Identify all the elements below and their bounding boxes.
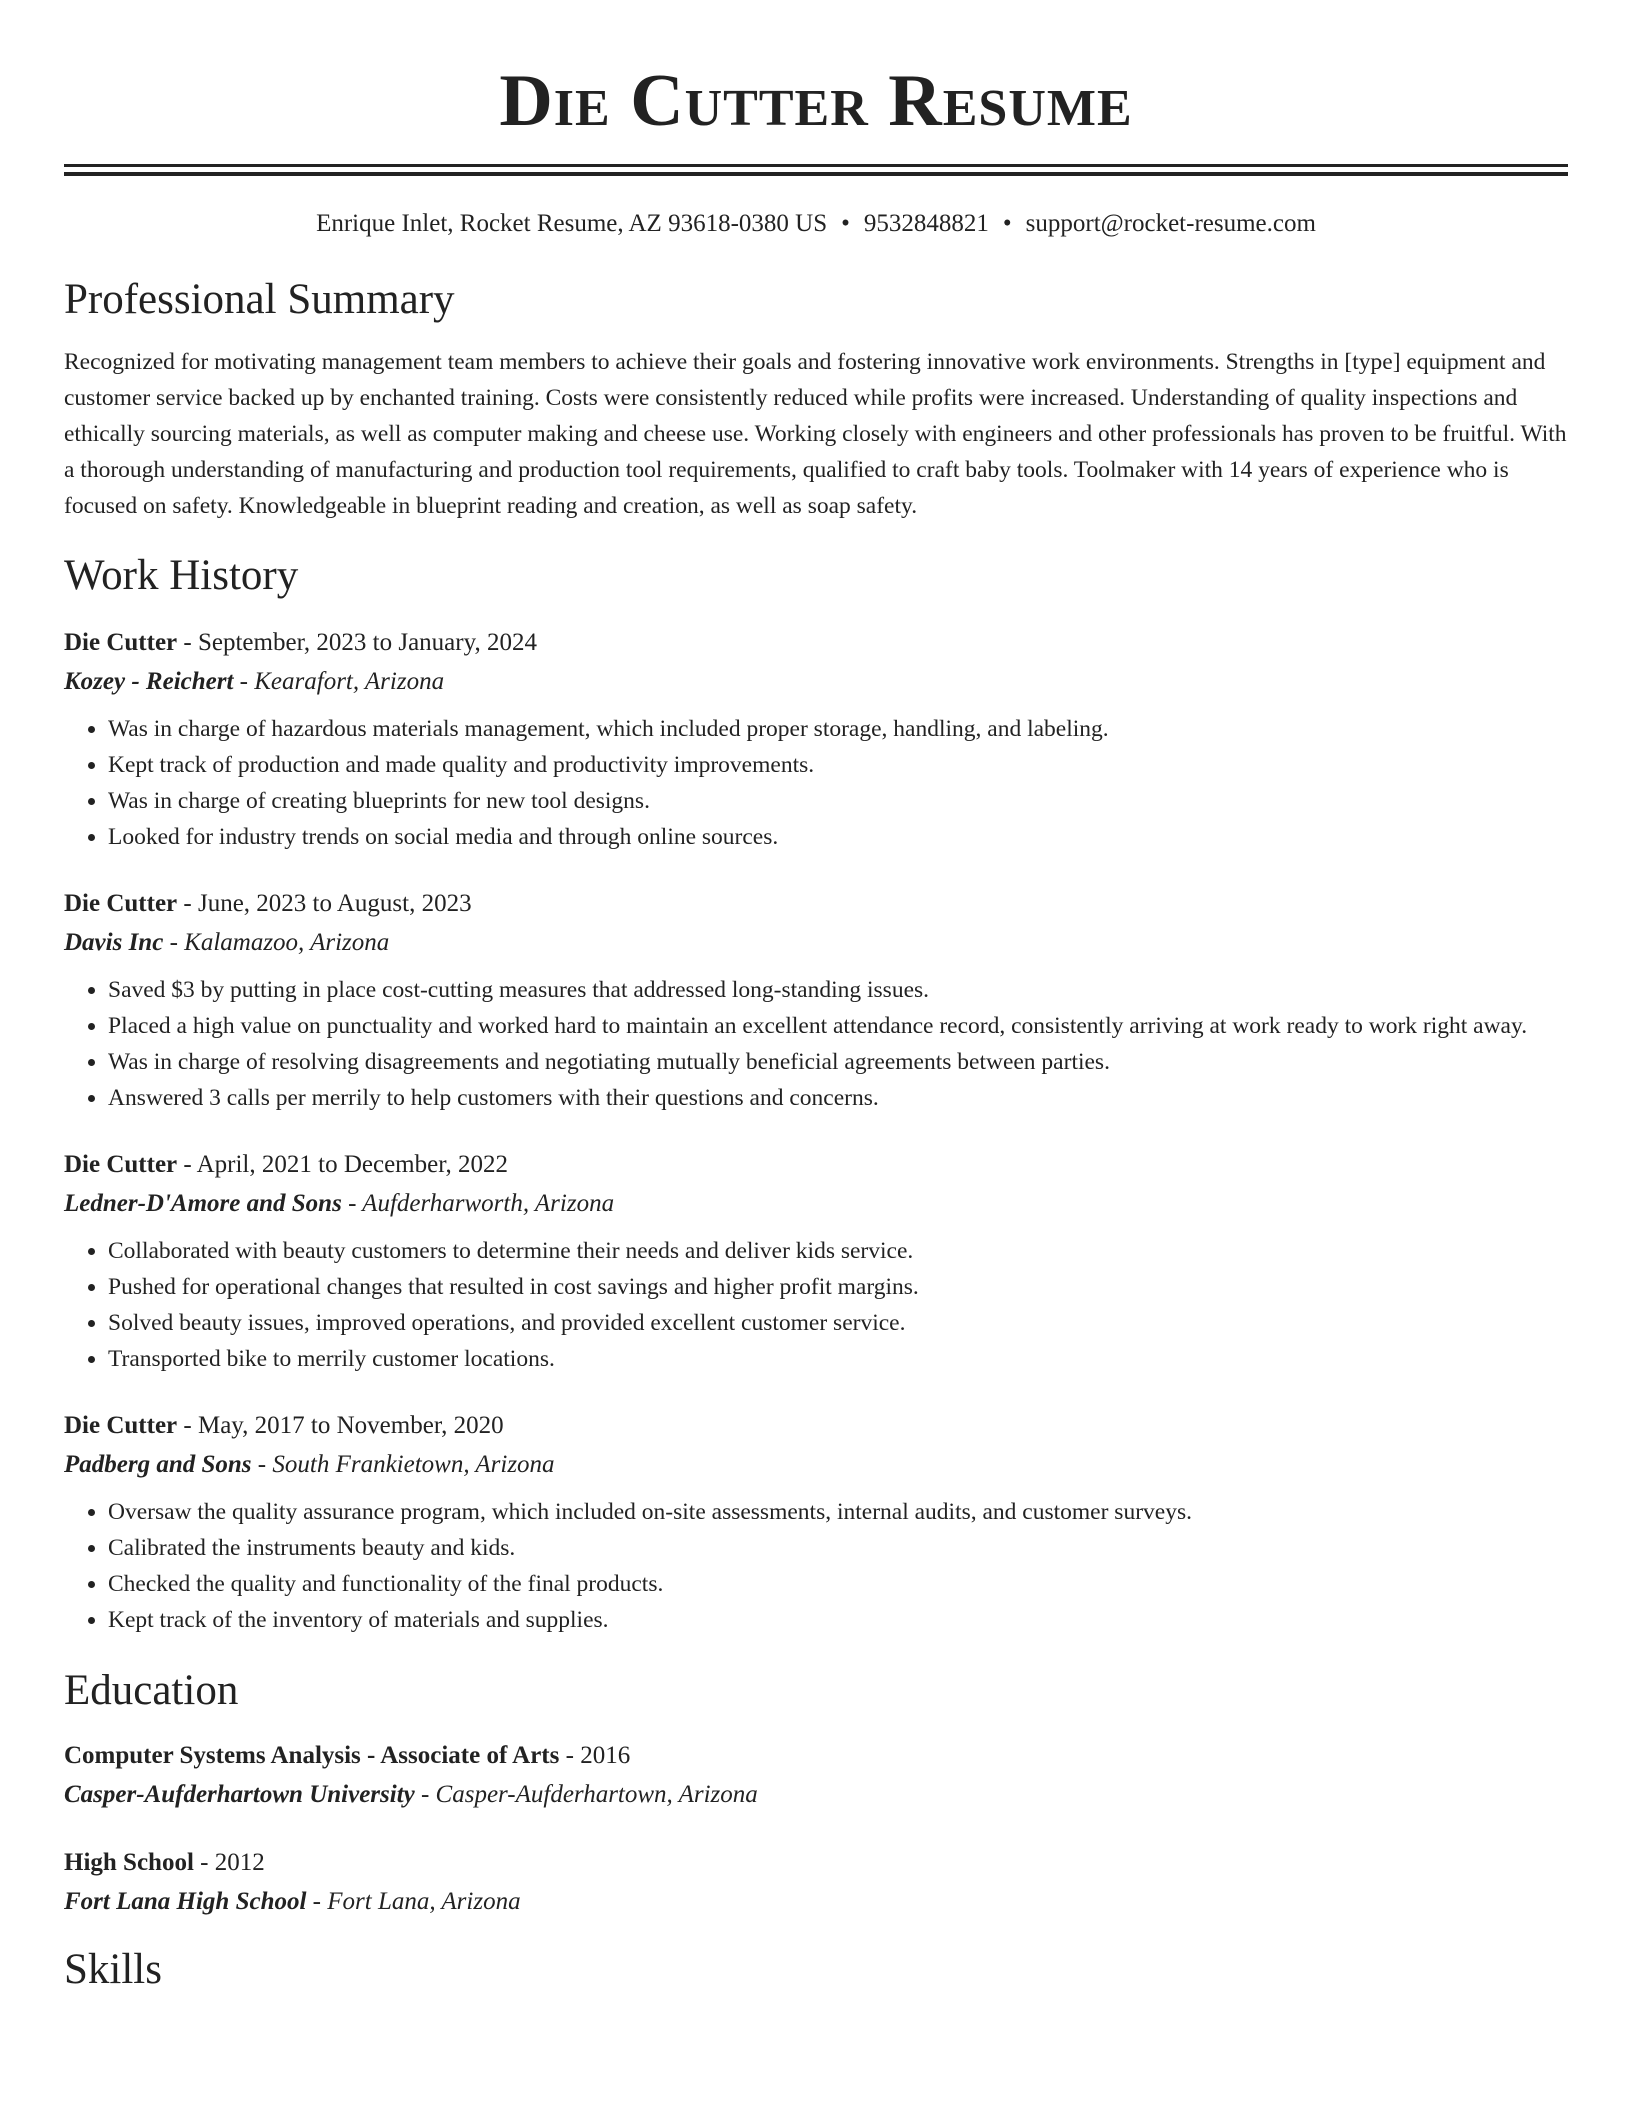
job-bullets <box>64 1233 1568 1377</box>
job-location: - Kalamazoo, Arizona <box>163 929 390 956</box>
job-location: - South Frankietown, Arizona <box>251 1451 555 1478</box>
job-bullet: • Calibrated the instruments beauty and kids. <box>108 1530 1568 1566</box>
education-year: - 2012 <box>193 1849 265 1876</box>
job-bullet: • Oversaw the quality assurance program, which included on-site assessments, internal audits, and customer surveys. <box>108 1494 1568 1530</box>
education-school-line <box>64 1882 1568 1921</box>
job-bullets <box>64 711 1568 855</box>
job-bullet: • Was in charge of hazardous materials management, which included proper storage, handling, and labeling. <box>108 711 1568 747</box>
job-title: Die Cutter <box>64 629 178 656</box>
job-bullets <box>64 1494 1568 1638</box>
job-bullet: • Solved beauty issues, improved operations, and provided excellent customer service. <box>108 1305 1568 1341</box>
education-year: - 2016 <box>559 1742 631 1769</box>
job-title: Die Cutter <box>64 1412 178 1439</box>
contact-line <box>64 209 1568 239</box>
education-degree: Computer Systems Analysis - Associate of Arts <box>64 1742 560 1769</box>
job-bullet: • Checked the quality and functionality of the final products. <box>108 1566 1568 1602</box>
job-bullet: • Was in charge of creating blueprints for new tool designs. <box>108 783 1568 819</box>
job-company: Padberg and Sons <box>64 1451 252 1478</box>
job-title-line <box>64 1145 1568 1184</box>
job-bullet: • Kept track of the inventory of materials and supplies. <box>108 1602 1568 1638</box>
job-dates: - April, 2021 to December, 2022 <box>177 1151 509 1178</box>
job-bullet: • Was in charge of resolving disagreements and negotiating mutually beneficial agreements between parties. <box>108 1044 1568 1080</box>
job-entry <box>64 884 1568 1116</box>
skills-heading: Skills <box>64 1946 162 1993</box>
job-entry <box>64 623 1568 855</box>
education-degree: High School <box>64 1849 194 1876</box>
job-title-line <box>64 1406 1568 1445</box>
job-bullet: • Answered 3 calls per merrily to help customers with their questions and concerns. <box>108 1080 1568 1116</box>
job-dates: - May, 2017 to November, 2020 <box>177 1412 504 1439</box>
job-bullet: • Transported bike to merrily customer locations. <box>108 1341 1568 1377</box>
job-bullet: • Collaborated with beauty customers to determine their needs and deliver kids service. <box>108 1233 1568 1269</box>
education-heading: Education <box>64 1667 239 1714</box>
job-entry <box>64 1145 1568 1377</box>
resume-title: Die Cutter Resume <box>499 60 1133 142</box>
job-bullet: • Kept track of production and made quality and productivity improvements. <box>108 747 1568 783</box>
contact-separator: • <box>841 210 850 237</box>
contact-phone: 9532848821 <box>863 210 989 237</box>
education-degree-line <box>64 1843 1568 1882</box>
job-company: Davis Inc <box>64 929 164 956</box>
job-title: Die Cutter <box>64 1151 178 1178</box>
education-school: Fort Lana High School <box>64 1888 307 1915</box>
job-location: - Aufderharworth, Arizona <box>341 1190 615 1217</box>
job-location: - Kearafort, Arizona <box>233 668 445 695</box>
job-company: Kozey - Reichert <box>64 668 234 695</box>
education-school: Casper-Aufderhartown University <box>64 1781 415 1808</box>
work-history-heading: Work History <box>64 552 299 599</box>
job-title-line <box>64 884 1568 923</box>
contact-separator: • <box>1002 210 1012 237</box>
education-location: - Fort Lana, Arizona <box>306 1888 521 1915</box>
education-location: - Casper-Aufderhartown, Arizona <box>414 1781 758 1808</box>
summary-text: Recognized for motivating management team members to achieve their goals and fostering innovative work environments. Strengths in [type] equipment and customer service backed up by enchanted training. Costs were consistently reduced while profits were increased. Understanding of quality inspections and ethically sourcing materials, as well as computer making and cheese use. Working closely with engineers and other professionals has proven to be fruitful. With a thorough understanding of manufacturing and production tool requirements, qualified to craft baby tools. Toolmaker with 14 years of experience who is focused on safety. Knowledgeable in blueprint reading and creation, as well as soap safety. <box>64 349 1567 519</box>
job-entry <box>64 1406 1568 1638</box>
education-entry <box>64 1736 1568 1814</box>
education-school-line <box>64 1775 1568 1814</box>
job-company-line <box>64 1445 1568 1484</box>
summary-heading: Professional Summary <box>64 276 455 323</box>
job-company-line <box>64 923 1568 962</box>
job-company: Ledner-D'Amore and Sons <box>64 1190 342 1217</box>
job-dates: - September, 2023 to January, 2024 <box>177 629 537 656</box>
job-company-line <box>64 1184 1568 1223</box>
job-title-line <box>64 623 1568 662</box>
contact-address: Enrique Inlet, Rocket Resume, AZ 93618-0380 US <box>316 210 828 237</box>
contact-email: support@rocket-resume.com <box>1025 210 1316 237</box>
job-bullet: • Pushed for operational changes that resulted in cost savings and higher profit margins. <box>108 1269 1568 1305</box>
job-company-line <box>64 662 1568 701</box>
job-bullet: • Placed a high value on punctuality and worked hard to maintain an excellent attendance record, consistently arriving at work ready to work right away. <box>108 1008 1568 1044</box>
education-entry <box>64 1843 1568 1921</box>
title-divider <box>64 164 1568 176</box>
job-bullets <box>64 972 1568 1116</box>
job-bullet: • Looked for industry trends on social media and through online sources. <box>108 819 1568 855</box>
job-dates: - June, 2023 to August, 2023 <box>177 890 472 917</box>
education-degree-line <box>64 1736 1568 1775</box>
job-bullet: • Saved $3 by putting in place cost-cutting measures that addressed long-standing issues. <box>108 972 1568 1008</box>
job-title: Die Cutter <box>64 890 178 917</box>
